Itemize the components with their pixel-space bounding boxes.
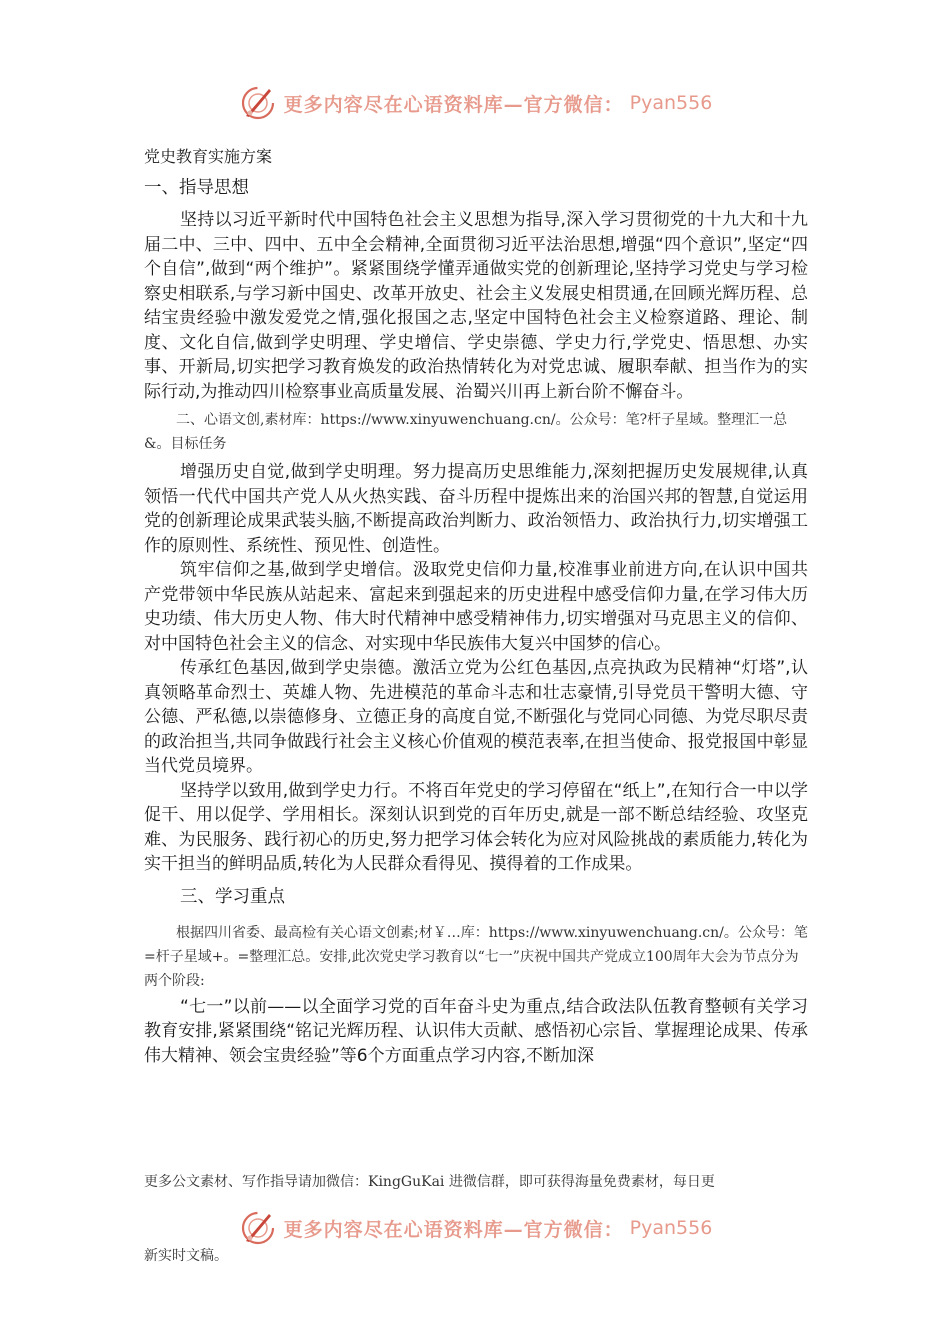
- paragraph-objective-4: 坚持学以致用,做到学史力行。不将百年党史的学习停留在“纸上”,在知行合一中以学促干、用以促学、学用相长。深刻认识到党的百年历史,就是一部不断总结经验、攻坚克难、为民服务、践行初心的历史,努力把学习体会转化为应对风险挑战的素质能力,转化为实干担当的鲜明品质,转化为人民群众看得见、摸得着的工作成果。: [144, 780, 808, 874]
- brand-logo-icon: [238, 83, 278, 123]
- footer-watermark: [0, 1206, 950, 1250]
- paragraph-guiding-thought: 坚持以习近平新时代中国特色社会主义思想为指导,深入学习贯彻党的十九大和十九届二中、三中、四中、五中全会精神,全面贯彻习近平法治思想,增强“四个意识”,坚定“四个自信”,做到“两个维护”。紧紧围绕学懂弄通做实党的创新理论,坚持学习党史与学习检察史相联系,与学习新中国史、改革开放史、社会主义发展史相贯通,在回顾光辉历程、总结宝贵经验中激发爱党之情,强化报国之志,坚定中国特色社会主义检察道路、理论、制度、文化自信,做到学史明理、学史增信、学史崇德、学史力行,学党史、悟思想、办实事、开新局,切实把学习教育焕发的政治热情转化为对党忠诚、履职奉献、担当作为的实际行动,为推动四川检察事业高质量发展、治蜀兴川再上新台阶不懈奋斗。: [144, 210, 808, 402]
- paragraph-objective-2: 筑牢信仰之基,做到学史增信。汲取党史信仰力量,校准事业前进方向,在认识中国共产党带领中华民族从站起来、富起来到强起来的历史进程中感受信仰力量,在学习伟大历史功绩、伟大历史人物、伟大时代精神中感受精神伟力,切实增强对马克思主义的信仰、对中国特色社会主义的信念、对实现中华民族伟大复兴中国梦的信心。: [144, 560, 808, 654]
- section-heading-guiding-thought: 一、指导思想: [144, 178, 249, 198]
- watermark-wechat-id: Pyan556: [629, 92, 713, 114]
- watermark-text: 更多内容尽在心语资料库—官方微信：: [283, 1218, 624, 1241]
- study-focus-note: 根据四川省委、最高检有关心语文创素;材￥…库：https://www.xinyuwenchuang.cn/。公众号：笔=杆子星域+。=整理汇总。安排,此次党史学习教育以“七一”庆祝中国共产党成立100周年大会为节点分为两个阶段:: [144, 924, 808, 989]
- footer-note: 更多公文素材、写作指导请加微信：KingGuKai 进微信群，即可获得海量免费素材，每日更: [144, 1174, 715, 1190]
- document-title: 党史教育实施方案: [144, 147, 273, 166]
- header-watermark: [0, 81, 950, 125]
- paragraph-objective-3: 传承红色基因,做到学史崇德。激活立党为公红色基因,点亮执政为民精神“灯塔”,认真领略革命烈士、英雄人物、先进模范的革命斗志和壮志豪情,引导党员干警明大德、守公德、严私德,以崇德修身、立德正身的高度自觉,不断强化与党同心同德、为党尽职尽责的政治担当,共同争做践行社会主义核心价值观的模范表率,在担当使命、报党报国中彰显当代党员境界。: [144, 658, 808, 776]
- document-body: [144, 144, 808, 1068]
- watermark-wechat-id: Pyan556: [629, 1217, 713, 1239]
- section-heading-objectives-note: 二、心语文创,素材库：https://www.xinyuwenchuang.cn/。公众号：笔?杆子星域。整理汇一总&。目标任务: [144, 412, 788, 452]
- watermark-text: 更多内容尽在心语资料库—官方微信：: [283, 93, 624, 116]
- section-heading-study-focus: 三、学习重点: [180, 886, 285, 907]
- paragraph-objective-1: 增强历史自觉,做到学史明理。努力提高历史思维能力,深刻把握历史发展规律,认真领悟一代代中国共产党人从火热实践、奋斗历程中提炼出来的治国兴邦的智慧,自觉运用党的创新理论成果武装头脑,不断提高政治判断力、政治领悟力、政治执行力,切实增强工作的原则性、系统性、预见性、创造性。: [144, 462, 808, 556]
- footer-note-tail: 新实时文稿。: [144, 1248, 228, 1264]
- brand-logo-icon: [238, 1208, 278, 1248]
- paragraph-phase-one: “七一”以前——以全面学习党的百年奋斗史为重点,结合政法队伍教育整顿有关学习教育安排,紧紧围绕“铭记光辉历程、认识伟大贡献、感悟初心宗旨、掌握理论成果、传承伟大精神、领会宝贵经验”等6个方面重点学习内容,不断加深: [144, 996, 808, 1066]
